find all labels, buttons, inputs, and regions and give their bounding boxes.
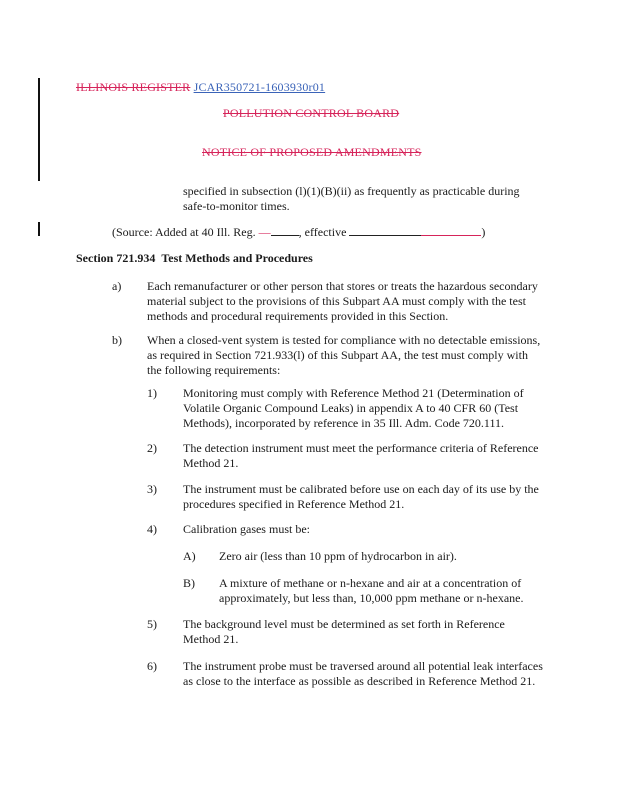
item-b4B-line: A mixture of methane or n-hexane and air at a concentration of [219, 576, 522, 590]
register-name: ILLINOIS REGISTER [76, 80, 191, 94]
item-b4B-text [219, 576, 523, 606]
section-number: Section 721.934 [76, 251, 156, 265]
source-dash: — [258, 225, 271, 239]
item-b-line: as required in Section 721.933(l) of this Subpart AA, the test must comply with [147, 348, 528, 362]
item-a-label: a) [112, 279, 122, 293]
item-b-label: b) [112, 333, 122, 347]
item-b5-line: Method 21. [183, 632, 239, 646]
source-blank-3 [421, 224, 481, 236]
source-blank-2 [349, 224, 421, 236]
item-b1-text [183, 386, 524, 431]
item-a-line: methods and procedural requirements provided in this Section. [147, 309, 449, 323]
item-b2-text [183, 441, 539, 471]
item-b5-line: The background level must be determined as set forth in Reference [183, 617, 505, 631]
source-note [112, 224, 485, 240]
item-b-line: When a closed-vent system is tested for compliance with no detectable emissions, [147, 333, 541, 347]
item-b4A-line: Zero air (less than 10 ppm of hydrocarbon in air). [219, 549, 457, 563]
item-b4B-line: approximately, but less than, 10,000 ppm methane or n-hexane. [219, 591, 524, 605]
item-b2-line: Method 21. [183, 456, 239, 470]
item-b3-label: 3) [147, 482, 157, 496]
item-b4A-label: A) [183, 549, 196, 563]
section-title: Test Methods and Procedures [161, 251, 313, 265]
item-b4A-text [219, 549, 457, 564]
item-b5-text [183, 617, 505, 647]
change-bar-top [38, 78, 40, 181]
item-a-text [147, 279, 538, 324]
item-b2-line: The detection instrument must meet the performance criteria of Reference [183, 441, 539, 455]
item-b3-line: The instrument must be calibrated before use on each day of its use by the [183, 482, 539, 496]
item-b1-line: Volatile Organic Compound Leaks) in appendix A to 40 CFR 60 (Test [183, 401, 519, 415]
item-b6-label: 6) [147, 659, 157, 673]
jcar-code: JCAR350721-1603930r01 [193, 80, 326, 94]
item-b1-label: 1) [147, 386, 157, 400]
source-blank-1 [271, 224, 299, 236]
item-a-line: material subject to the provisions of this Subpart AA must comply with the test [147, 294, 526, 308]
item-b1-line: Methods), incorporated by reference in 35 Ill. Adm. Code 720.111. [183, 416, 505, 430]
item-b4-line: Calibration gases must be: [183, 522, 310, 536]
item-b6-text [183, 659, 543, 689]
item-b5-label: 5) [147, 617, 157, 631]
item-b4-text [183, 522, 310, 537]
item-b4-label: 4) [147, 522, 157, 536]
item-b-text [147, 333, 540, 378]
notice-title: NOTICE OF PROPOSED AMENDMENTS [202, 145, 422, 159]
change-bar-source [38, 222, 40, 236]
item-b1-line: Monitoring must comply with Reference Method 21 (Determination of [183, 386, 524, 400]
item-b4B-label: B) [183, 576, 195, 590]
item-b6-line: The instrument probe must be traversed around all potential leak interfaces [183, 659, 543, 673]
carry-over-line-1: specified in subsection (l)(1)(B)(ii) as frequently as practicable during [183, 184, 520, 198]
item-b2-label: 2) [147, 441, 157, 455]
item-a-line: Each remanufacturer or other person that stores or treats the hazardous secondary [147, 279, 538, 293]
section-heading [76, 251, 313, 266]
source-suffix: ) [481, 225, 486, 239]
item-b-line: the following requirements: [147, 363, 281, 377]
carry-over-line-2: safe-to-monitor times. [183, 199, 290, 213]
board-name: POLLUTION CONTROL BOARD [223, 106, 400, 120]
item-b3-text [183, 482, 539, 512]
item-b6-line: as close to the interface as possible as described in Reference Method 21. [183, 674, 536, 688]
item-b3-line: procedures specified in Reference Method 21. [183, 497, 405, 511]
source-middle: , effective [298, 225, 350, 239]
register-header [76, 80, 325, 95]
source-prefix: (Source: Added at 40 Ill. Reg. [112, 225, 259, 239]
